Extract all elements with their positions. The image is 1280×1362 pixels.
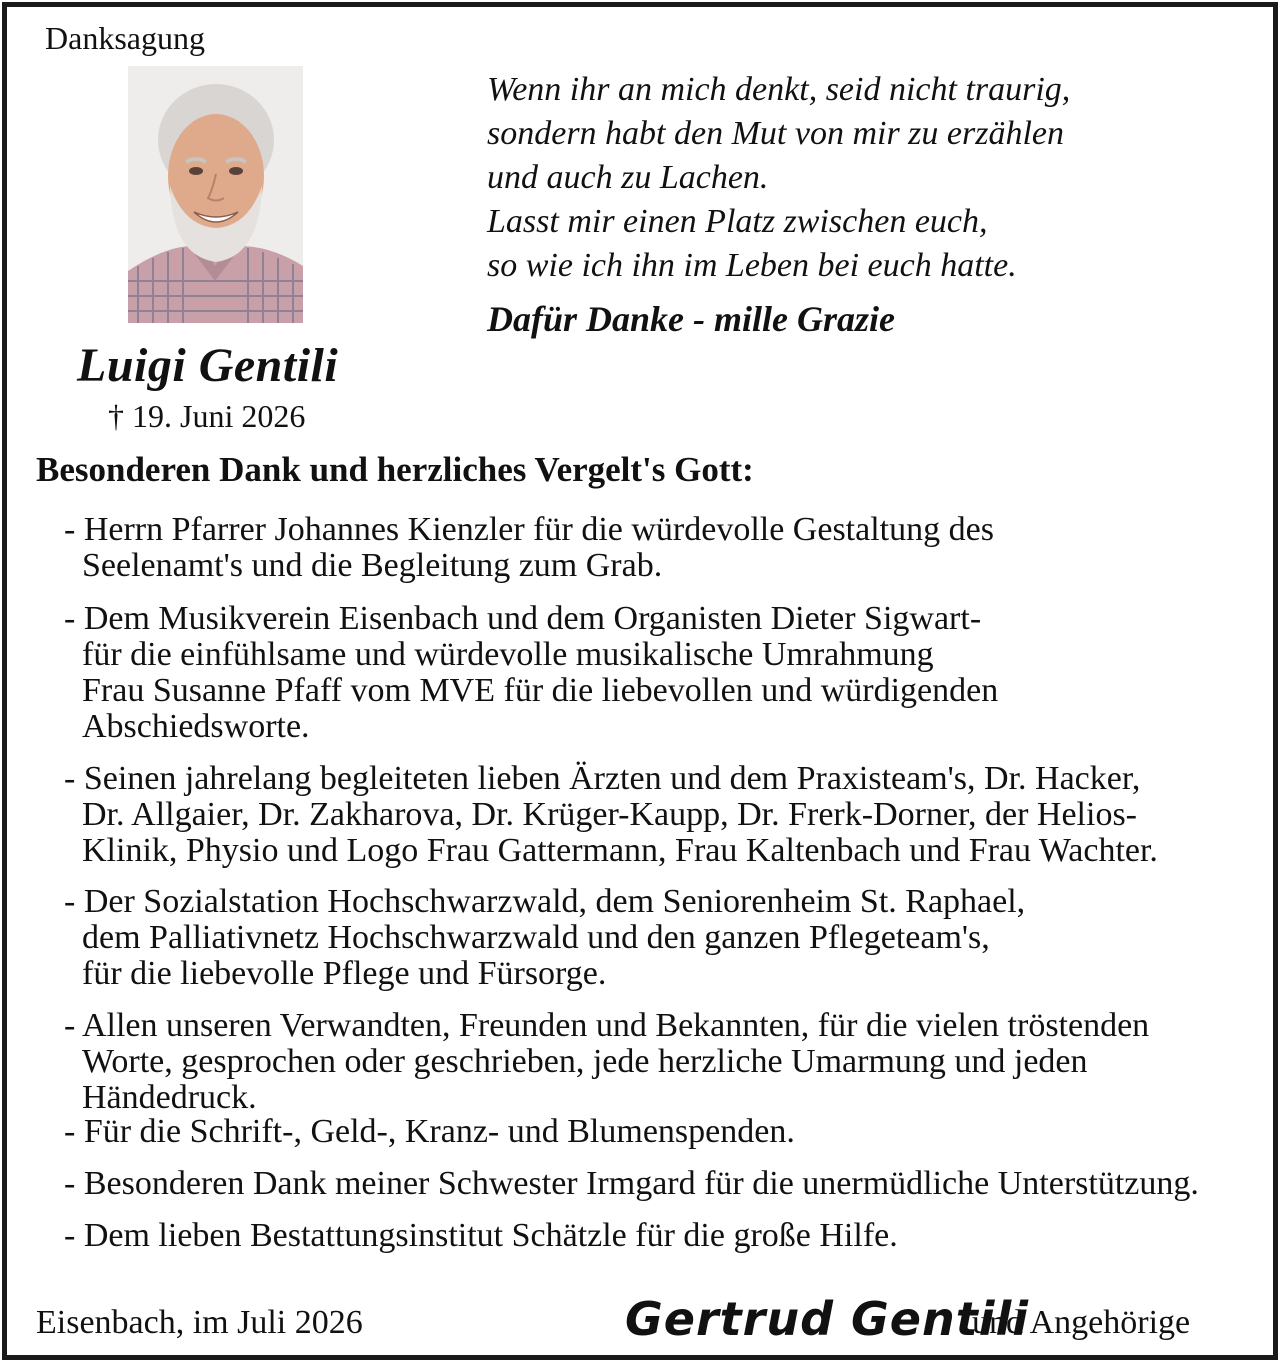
item-line: - Allen unseren Verwandten, Freunden und Bekannten, für die vielen tröstenden xyxy=(64,1007,1150,1044)
list-item xyxy=(64,1218,898,1254)
death-date: † 19. Juni 2026 xyxy=(108,398,306,434)
item-line: Frau Susanne Pfaff vom MVE für die liebevollen und würdigenden xyxy=(82,672,999,709)
portrait-illustration xyxy=(128,66,303,323)
list-item xyxy=(64,1114,795,1150)
poem-line: Wenn ihr an mich denkt, seid nicht traurig, xyxy=(487,71,1071,108)
list-item xyxy=(64,601,998,745)
item-line: Händedruck. xyxy=(82,1079,257,1116)
list-item xyxy=(64,884,1025,992)
item-line: - Für die Schrift-, Geld-, Kranz- und Blumenspenden. xyxy=(64,1113,795,1150)
list-item xyxy=(64,761,1158,869)
acknowledgements-heading: Besonderen Dank und herzliches Vergelt's Gott: xyxy=(36,450,754,489)
item-line: - Herrn Pfarrer Johannes Kienzler für die würdevolle Gestaltung des xyxy=(64,511,994,548)
poem-line: und auch zu Lachen. xyxy=(487,159,769,196)
item-line: - Der Sozialstation Hochschwarzwald, dem Seniorenheim St. Raphael, xyxy=(64,883,1026,920)
item-line: Klinik, Physio und Logo Frau Gattermann, Frau Kaltenbach und Frau Wachter. xyxy=(82,832,1158,869)
poem xyxy=(487,68,1070,288)
item-line: Worte, gesprochen oder geschrieben, jede herzliche Umarmung und jeden xyxy=(82,1043,1088,1080)
item-line: - Dem lieben Bestattungsinstitut Schätzle für die große Hilfe. xyxy=(64,1217,898,1254)
list-item xyxy=(64,1166,1199,1202)
poem-line: so wie ich ihn im Leben bei euch hatte. xyxy=(487,247,1017,284)
list-item xyxy=(64,1008,1149,1116)
item-line: für die einfühlsame und würdevolle musikalische Umrahmung xyxy=(82,636,934,673)
item-line: Abschiedsworte. xyxy=(82,708,310,745)
deceased-name: Luigi Gentili xyxy=(77,339,339,392)
signature-name: Gertrud Gentili xyxy=(625,1292,1030,1346)
poem-line: sondern habt den Mut von mir zu erzählen xyxy=(487,115,1065,152)
thanks-line: Dafür Danke - mille Grazie xyxy=(487,299,895,339)
poem-line: Lasst mir einen Platz zwischen euch, xyxy=(487,203,988,240)
item-line: für die liebevolle Pflege und Fürsorge. xyxy=(82,955,607,992)
item-line: - Dem Musikverein Eisenbach und dem Organisten Dieter Sigwart- xyxy=(64,600,982,637)
item-line: - Besonderen Dank meiner Schwester Irmgard für die unermüdliche Unterstützung. xyxy=(64,1165,1199,1202)
item-line: Seelenamt's und die Begleitung zum Grab. xyxy=(82,547,663,584)
signature-suffix: und Angehörige xyxy=(972,1304,1191,1341)
item-line: Dr. Allgaier, Dr. Zakharova, Dr. Krüger-Kaupp, Dr. Frerk-Dorner, der Helios- xyxy=(82,796,1137,833)
notice-heading: Danksagung xyxy=(45,20,205,56)
place-date: Eisenbach, im Juli 2026 xyxy=(36,1304,363,1341)
item-line: - Seinen jahrelang begleiteten lieben Ärzten und dem Praxisteam's, Dr. Hacker, xyxy=(64,760,1141,797)
portrait-photo xyxy=(128,66,303,323)
list-item xyxy=(64,512,994,584)
item-line: dem Palliativnetz Hochschwarzwald und den ganzen Pflegeteam's, xyxy=(82,919,990,956)
